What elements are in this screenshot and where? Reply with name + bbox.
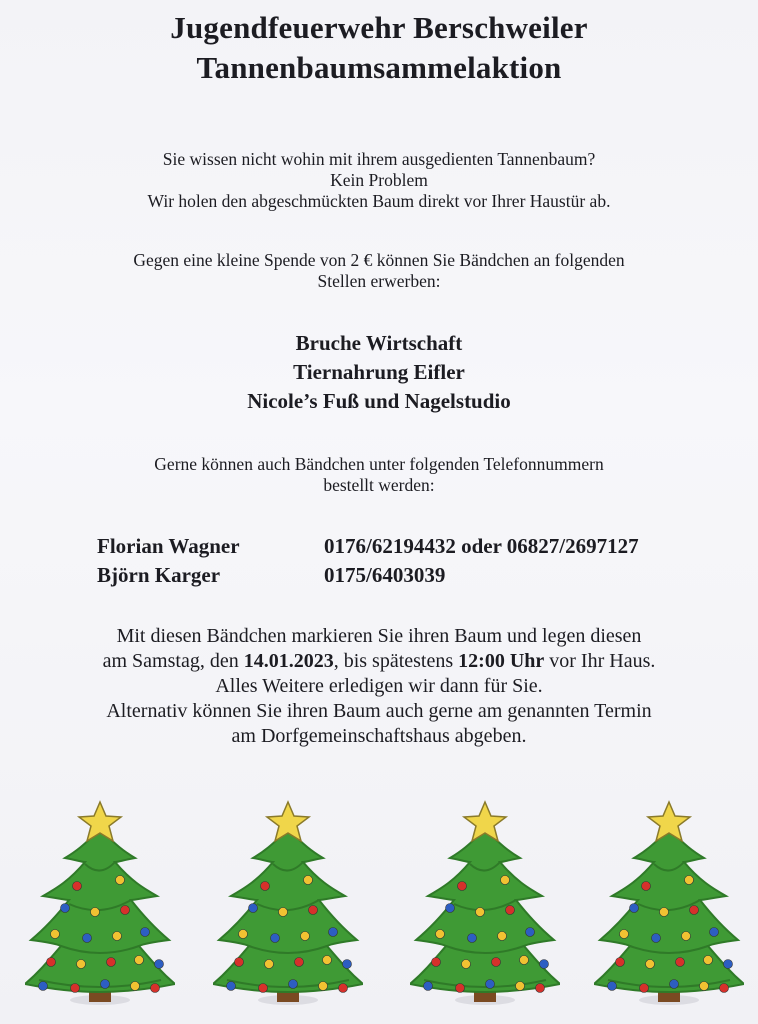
tree-ornament [700,982,709,991]
title-line-2: Tannenbaumsammelaktion [196,50,562,85]
tree-ornament [476,908,485,917]
notice-line-2-mid: , bis spätestens [333,650,459,672]
tree-ornament [642,882,651,891]
shop-item: Bruche Wirtschaft [295,331,463,355]
tree-ornament [83,934,92,943]
notice-line-2 [0,649,758,674]
tree-ornament [39,982,48,991]
tree-ornament [107,958,116,967]
notice-line-2-start: am Samstag, den [102,650,244,672]
tree-ornament [73,882,82,891]
tree-ornament [113,932,122,941]
tree-ornament [520,956,529,965]
tree-ornament [724,960,733,969]
tree-ornament [131,982,140,991]
tree-ornament [498,932,507,941]
tree-ornament [501,876,510,885]
tree-ornament [47,958,56,967]
tree-ornament [71,984,80,993]
christmas-tree-icon [213,800,363,1010]
christmas-tree-icon [25,800,175,1010]
tree-ornament [640,984,649,993]
tree-ornament [319,982,328,991]
phone-intro-text [0,454,758,496]
tree-ornament [289,980,298,989]
tree-ornament [616,958,625,967]
tree-ornament [235,958,244,967]
tree-ornament [676,958,685,967]
phone-intro-line-2: bestellt werden: [323,475,435,495]
tree-ornament [151,984,160,993]
intro-line-2: Kein Problem [330,170,428,190]
tree-ornament [660,908,669,917]
collection-time: 12:00 Uhr [458,650,545,672]
tree-ornament [670,980,679,989]
contact-phone: 0176/62194432 oder 06827/2697127 [324,534,639,558]
tree-ornament [486,980,495,989]
flyer-title [0,8,758,88]
tree-ornament [690,906,699,915]
donation-text [0,250,758,292]
collection-date: 14.01.2023 [243,650,334,672]
tree-ornament [720,984,729,993]
tree-ornament [141,928,150,937]
tree-ornament [227,982,236,991]
tree-ornament [446,904,455,913]
tree-ornament [536,984,545,993]
notice-line-1: Mit diesen Bändchen markieren Sie ihren Baum und legen diesen [116,625,642,647]
contact-name: Florian Wagner [97,534,240,558]
tree-ornament [91,908,100,917]
tree-ornament [239,930,248,939]
tree-ornament [458,882,467,891]
tree-ornament [492,958,501,967]
tree-ornament [652,934,661,943]
tree-ornament [462,960,471,969]
shop-item: Nicole’s Fuß und Nagelstudio [247,389,511,413]
tree-ornament [121,906,130,915]
tree-ornament [265,960,274,969]
tree-ornament [301,932,310,941]
donation-line-1: Gegen eine kleine Spende von 2 € können Sie Bändchen an folgenden [133,250,625,270]
tree-ornament [271,934,280,943]
tree-ornament [343,960,352,969]
tree-ornament [526,928,535,937]
tree-ornament [249,904,258,913]
tree-ornament [116,876,125,885]
tree-ornament [279,908,288,917]
tree-ornament [101,980,110,989]
tree-ornament [682,932,691,941]
notice-line-4: Alternativ können Sie ihren Baum auch gerne am genannten Termin [106,700,652,722]
shop-item: Tiernahrung Eifler [293,360,465,384]
phone-intro-line-1: Gerne können auch Bändchen unter folgenden Telefonnummern [154,454,604,474]
tree-ornament [155,960,164,969]
tree-ornament [295,958,304,967]
notice-line-3: Alles Weitere erledigen wir dann für Sie. [215,675,543,697]
tree-ornament [436,930,445,939]
tree-ornament [704,956,713,965]
tree-ornament [608,982,617,991]
christmas-tree-icon [594,800,744,1010]
tree-ornament [432,958,441,967]
notice-text [0,624,758,749]
contact-phone: 0175/6403039 [324,563,446,587]
tree-ornament [685,876,694,885]
tree-ornament [77,960,86,969]
tree-ornament [710,928,719,937]
tree-ornament [516,982,525,991]
shop-list [0,329,758,416]
tree-ornament [323,956,332,965]
donation-line-2: Stellen erwerben: [317,271,441,291]
tree-ornament [309,906,318,915]
tree-ornament [261,882,270,891]
tree-ornament [506,906,515,915]
tree-ornament [135,956,144,965]
tree-ornament [339,984,348,993]
tree-ornament [456,984,465,993]
notice-line-5: am Dorfgemeinschaftshaus abgeben. [231,725,527,747]
intro-line-1: Sie wissen nicht wohin mit ihrem ausgedienten Tannenbaum? [162,149,596,169]
tree-ornament [424,982,433,991]
intro-line-3: Wir holen den abgeschmückten Baum direkt vor Ihrer Haustür ab. [147,191,611,211]
title-line-1: Jugendfeuerwehr Berschweiler [170,10,588,45]
tree-ornament [468,934,477,943]
tree-ornament [329,928,338,937]
tree-ornament [646,960,655,969]
tree-ornament [540,960,549,969]
tree-ornament [630,904,639,913]
tree-ornament [51,930,60,939]
notice-line-2-end: vor Ihr Haus. [544,650,656,672]
contact-name: Björn Karger [97,563,221,587]
tree-ornament [259,984,268,993]
intro-text [0,149,758,212]
christmas-tree-icon [410,800,560,1010]
tree-ornament [61,904,70,913]
tree-ornament [620,930,629,939]
tree-ornament [304,876,313,885]
